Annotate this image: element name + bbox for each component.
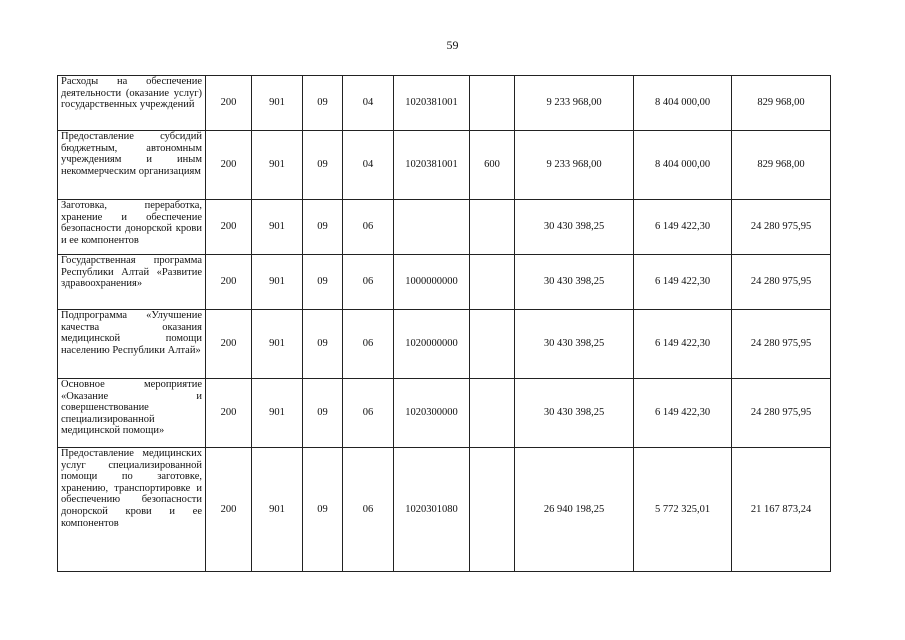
amount-total-cell: 30 430 398,25: [515, 379, 634, 448]
admin-code-cell: 200: [206, 379, 252, 448]
amount-total-cell: 9 233 968,00: [515, 131, 634, 200]
expense-type-cell: [470, 379, 515, 448]
admin-code-cell: 200: [206, 76, 252, 131]
description-cell: Заготовка, переработка, хранение и обеспечение безопасности донорской крови и ее компонентов: [58, 200, 206, 255]
description-cell: Расходы на обеспечение деятельности (оказание услуг) государственных учреждений: [58, 76, 206, 131]
target-article-cell: 1020000000: [394, 310, 470, 379]
description-cell: Государственная программа Республики Алтай «Развитие здравоохранения»: [58, 255, 206, 310]
amount-federal-cell: 8 404 000,00: [634, 131, 732, 200]
admin-code-cell: 200: [206, 310, 252, 379]
target-article-cell: 1020381001: [394, 131, 470, 200]
table-row: [58, 131, 831, 200]
admin-code-cell: 200: [206, 200, 252, 255]
ministry-code-cell: 901: [252, 131, 303, 200]
description-cell: Основное мероприятие «Оказание и совершенствование специализированной медицинской помощи»: [58, 379, 206, 448]
description-cell: Предоставление медицинских услуг специализированной помощи по заготовке, хранению, транспортировке и обеспечению безопасности донорской крови и ее компонентов: [58, 448, 206, 572]
target-article-cell: 1020301080: [394, 448, 470, 572]
amount-total-cell: 30 430 398,25: [515, 310, 634, 379]
expense-type-cell: [470, 310, 515, 379]
ministry-code-cell: 901: [252, 76, 303, 131]
amount-total-cell: 30 430 398,25: [515, 255, 634, 310]
table-row: [58, 379, 831, 448]
amount-regional-cell: 829 968,00: [732, 76, 831, 131]
amount-regional-cell: 829 968,00: [732, 131, 831, 200]
target-article-cell: [394, 200, 470, 255]
section-cell: 09: [303, 379, 343, 448]
amount-regional-cell: 24 280 975,95: [732, 255, 831, 310]
amount-federal-cell: 6 149 422,30: [634, 255, 732, 310]
section-cell: 09: [303, 448, 343, 572]
ministry-code-cell: 901: [252, 255, 303, 310]
ministry-code-cell: 901: [252, 448, 303, 572]
target-article-cell: 1000000000: [394, 255, 470, 310]
ministry-code-cell: 901: [252, 200, 303, 255]
amount-federal-cell: 6 149 422,30: [634, 379, 732, 448]
ministry-code-cell: 901: [252, 379, 303, 448]
section-cell: 09: [303, 255, 343, 310]
amount-federal-cell: 8 404 000,00: [634, 76, 732, 131]
amount-total-cell: 9 233 968,00: [515, 76, 634, 131]
subsection-cell: 06: [343, 448, 394, 572]
amount-federal-cell: 6 149 422,30: [634, 310, 732, 379]
admin-code-cell: 200: [206, 131, 252, 200]
section-cell: 09: [303, 310, 343, 379]
amount-regional-cell: 24 280 975,95: [732, 379, 831, 448]
description-cell: Подпрограмма «Улучшение качества оказания медицинской помощи населению Республики Алтай»: [58, 310, 206, 379]
amount-regional-cell: 24 280 975,95: [732, 200, 831, 255]
amount-federal-cell: 5 772 325,01: [634, 448, 732, 572]
admin-code-cell: 200: [206, 448, 252, 572]
section-cell: 09: [303, 131, 343, 200]
section-cell: 09: [303, 76, 343, 131]
amount-regional-cell: 21 167 873,24: [732, 448, 831, 572]
budget-table: [57, 75, 831, 572]
expense-type-cell: 600: [470, 131, 515, 200]
amount-regional-cell: 24 280 975,95: [732, 310, 831, 379]
expense-type-cell: [470, 255, 515, 310]
subsection-cell: 06: [343, 379, 394, 448]
table-row: [58, 255, 831, 310]
page-number: 59: [446, 38, 459, 52]
description-cell: Предоставление субсидий бюджетным, автономным учреждениям и иным некоммерческим организациям: [58, 131, 206, 200]
section-cell: 09: [303, 200, 343, 255]
admin-code-cell: 200: [206, 255, 252, 310]
subsection-cell: 06: [343, 310, 394, 379]
target-article-cell: 1020381001: [394, 76, 470, 131]
amount-total-cell: 26 940 198,25: [515, 448, 634, 572]
subsection-cell: 06: [343, 200, 394, 255]
expense-type-cell: [470, 76, 515, 131]
table-row: [58, 448, 831, 572]
target-article-cell: 1020300000: [394, 379, 470, 448]
expense-type-cell: [470, 200, 515, 255]
table-row: [58, 76, 831, 131]
subsection-cell: 04: [343, 131, 394, 200]
table-row: [58, 200, 831, 255]
expense-type-cell: [470, 448, 515, 572]
amount-total-cell: 30 430 398,25: [515, 200, 634, 255]
amount-federal-cell: 6 149 422,30: [634, 200, 732, 255]
subsection-cell: 06: [343, 255, 394, 310]
ministry-code-cell: 901: [252, 310, 303, 379]
subsection-cell: 04: [343, 76, 394, 131]
table-row: [58, 310, 831, 379]
